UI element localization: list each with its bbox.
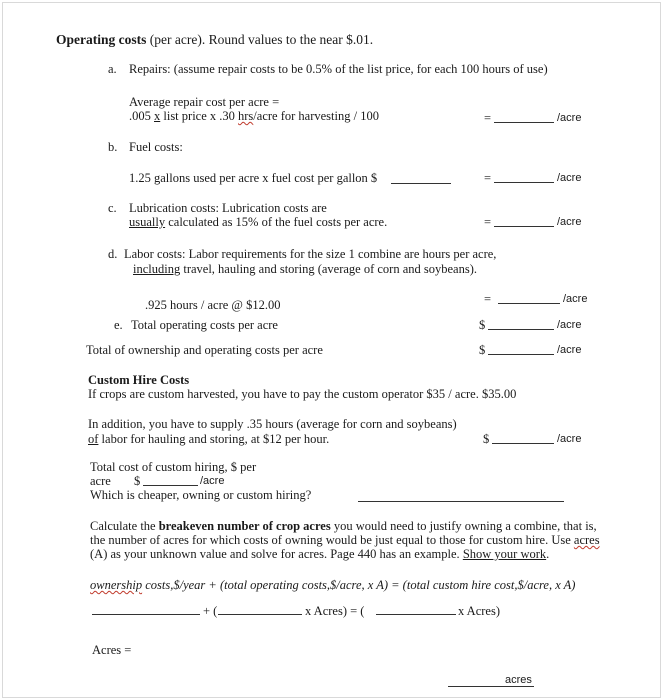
breakeven-p3: (A) as your unknown value and solve for acres. Page 440 has an example. Show your work. — [90, 547, 550, 561]
item-c-line1: Lubrication costs: Lubrication costs are — [129, 201, 327, 215]
item-d-line1: Labor costs: Labor requirements for the size 1 combine are hours per acre, — [124, 247, 497, 261]
item-d-line3: .925 hours / acre @ $12.00 — [145, 298, 281, 312]
item-e-text: Total operating costs per acre — [131, 318, 278, 332]
formula-mid: x Acres) = ( — [305, 604, 365, 618]
item-e-answer-blank[interactable] — [488, 329, 554, 330]
acres-equals-label: Acres = — [92, 643, 132, 657]
custom-cost-blank[interactable] — [376, 614, 456, 615]
item-d-letter: d. — [108, 247, 118, 261]
breakeven-formula: ownership costs,$/year + (total operating costs,$/acre, x A) = (total custom hire cost,$/acre, x A) — [90, 578, 576, 592]
cheaper-question: Which is cheaper, owning or custom hiring? — [90, 488, 312, 502]
acres-unit: acres — [505, 674, 532, 686]
item-a-line1: Average repair cost per acre = — [129, 95, 280, 109]
total-own-op-unit: /acre — [557, 344, 582, 356]
custom-total-dollar: $ — [134, 474, 141, 488]
item-c-equals: = — [484, 215, 492, 229]
operating-cost-blank[interactable] — [218, 614, 302, 615]
custom-total-line1: Total cost of custom hiring, $ per — [90, 460, 257, 474]
item-d-equals: = — [484, 292, 492, 306]
item-b-answer-blank[interactable] — [494, 182, 554, 183]
custom-unit: /acre — [557, 433, 582, 445]
ownership-cost-blank[interactable] — [92, 614, 200, 615]
item-b-equals: = — [484, 171, 492, 185]
item-b-unit: /acre — [557, 172, 582, 184]
total-own-op-dollar: $ — [479, 343, 486, 357]
item-e-unit: /acre — [557, 319, 582, 331]
item-c-line2: usually calculated as 15% of the fuel costs per acre. — [129, 215, 388, 229]
custom-total-acre: acre — [90, 474, 111, 488]
item-c-answer-blank[interactable] — [494, 226, 554, 227]
total-own-op-answer-blank[interactable] — [488, 354, 554, 355]
page-title: Operating costs (per acre). Round values to the near $.01. — [56, 32, 374, 47]
item-a-heading: Repairs: (assume repair costs to be 0.5% of the list price, for each 100 hours of use) — [129, 62, 548, 76]
custom-dollar: $ — [483, 432, 490, 446]
custom-total-answer-blank[interactable] — [143, 485, 198, 486]
fuel-price-blank[interactable] — [391, 183, 451, 184]
cheaper-answer-blank[interactable] — [358, 501, 564, 502]
item-e-letter: e. — [114, 318, 123, 332]
total-own-op-text: Total of ownership and operating costs per acre — [86, 343, 323, 357]
custom-line2: In addition, you have to supply .35 hours (average for corn and soybeans) — [88, 417, 457, 431]
custom-line3: of labor for hauling and storing, at $12 per hour. — [88, 432, 330, 446]
item-b-letter: b. — [108, 140, 118, 154]
breakeven-p1: Calculate the breakeven number of crop acres you would need to justify owning a combine, that is, — [90, 519, 597, 533]
item-d-answer-blank[interactable] — [498, 303, 560, 304]
custom-total-unit: /acre — [200, 475, 225, 487]
formula-plus: + ( — [203, 604, 218, 618]
custom-heading: Custom Hire Costs — [88, 373, 190, 387]
item-d-line2: including travel, hauling and storing (average of corn and soybeans). — [133, 262, 477, 276]
item-a-unit: /acre — [557, 112, 582, 124]
custom-labor-answer-blank[interactable] — [492, 443, 554, 444]
item-a-equals: = — [484, 111, 492, 125]
item-a-answer-blank[interactable] — [494, 122, 554, 123]
item-a-line2: .005 x list price x .30 hrs/acre for harvesting / 100 — [129, 109, 379, 123]
custom-line1: If crops are custom harvested, you have to pay the custom operator $35 / acre. $35.00 — [88, 387, 517, 401]
item-e-dollar: $ — [479, 318, 486, 332]
item-a-letter: a. — [108, 62, 117, 76]
item-c-unit: /acre — [557, 216, 582, 228]
item-c-letter: c. — [108, 201, 117, 215]
item-b-line1: 1.25 gallons used per acre x fuel cost per gallon $ — [129, 171, 378, 185]
breakeven-p2: the number of acres for which costs of owning would be just equal to those for custom hire. Use acres — [90, 533, 600, 547]
formula-end: x Acres) — [458, 604, 500, 618]
item-b-heading: Fuel costs: — [129, 140, 183, 154]
item-d-unit: /acre — [563, 293, 588, 305]
